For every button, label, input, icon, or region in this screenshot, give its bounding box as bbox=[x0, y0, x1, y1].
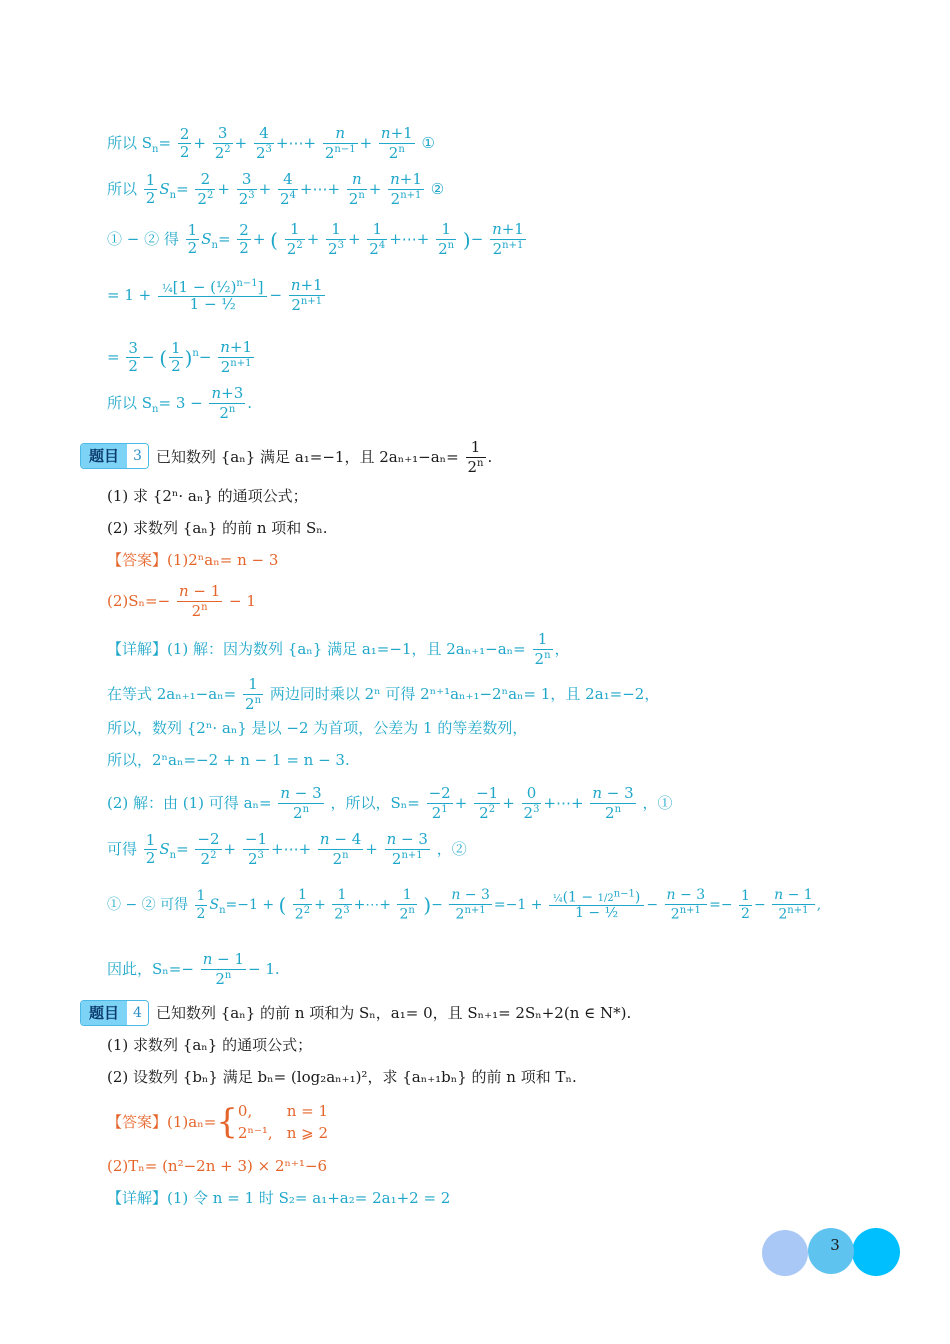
work-line-2: 所以 $\frac{1}{2}$ $S_n=$ $\frac{2}{2^2}$ + $\frac{3}{2^3}$ + $\frac{4}{2^4}$ +⋯+ $\frac{n}{2^n}$ + $\frac{n+1}{2^{n+1}}$ ② bbox=[107, 170, 445, 208]
answer-tag: 【答案】 bbox=[107, 551, 168, 569]
lead-text: ① − ② 得 bbox=[107, 229, 179, 248]
question-3-badge bbox=[80, 443, 149, 469]
circled-one: ① bbox=[421, 133, 435, 152]
piecewise-cases bbox=[238, 1100, 328, 1144]
question-3-detail-8: 因此，Sₙ=− $\frac{n - 1}{2^n}$ − 1. bbox=[107, 950, 280, 988]
detail-lead: 可得 bbox=[107, 839, 138, 858]
lead-text: = bbox=[107, 347, 120, 366]
lead-text: 所以 S bbox=[107, 393, 153, 412]
detail-lead: 因此，Sₙ=− bbox=[107, 959, 194, 978]
answer-lead: (1)aₙ= bbox=[167, 1113, 217, 1131]
question-4-stem: 已知数列 {aₙ} 的前 n 项和为 Sₙ，a₁= 0，且 Sₙ₊₁= 2Sₙ+2(n ∈ N*). bbox=[156, 1004, 632, 1022]
question-4-answer-2: (2)Tₙ= (n²−2n + 3) × 2ⁿ⁺¹−6 bbox=[107, 1157, 328, 1175]
detail-tag: 【详解】 bbox=[107, 1189, 168, 1207]
answer-tag: 【答案】 bbox=[107, 1113, 168, 1131]
question-3-part-2: (2) 求数列 {aₙ} 的前 n 项和 Sₙ. bbox=[107, 519, 328, 537]
answer-tail: − 1 bbox=[229, 591, 256, 610]
question-3-answer-2: (2)Sₙ=− $\frac{n - 1}{2^n}$ − 1 bbox=[107, 582, 256, 620]
question-3-detail-7: ① − ② 可得 $\frac{1}{2}$ $S_n=-1$ + ( $\frac{1}{2^2}$ + $\frac{1}{2^3}$ +⋯+ $\frac{1}{2^n}$ )− $\frac{n - 3}{2^{n+1}}$ =−1 + $\frac{\frac{1}{4}(1 - 1/2^{n-1})}{\text{1 − ½}}$ − $\frac{n - 3}{2^{n+1}}$ =− $\frac{1}{2}$ − $\frac{n - 1}{2^{n+1}}$ , bbox=[107, 887, 822, 923]
work-line-5: = $\frac{3}{2}$ − ( $\frac{1}{2}$ )$^n$− $\frac{n+1}{2^{n+1}}$ bbox=[107, 338, 253, 376]
case-1-value: 0, bbox=[237, 1102, 253, 1120]
page-number: 3 bbox=[830, 1236, 840, 1254]
question-4-badge bbox=[80, 1000, 149, 1026]
question-3-answer-1 bbox=[107, 550, 278, 570]
question-3-detail-1: 【详解】(1) 解：因为数列 {aₙ} 满足 a₁=−1，且 2aₙ₊₁−aₙ= $\frac{1}{2^n}$ ， bbox=[107, 630, 570, 668]
question-3-detail-5: (2) 解：由 (1) 可得 aₙ= $\frac{n - 3}{2^n}$ ，所以，Sₙ= $\frac{-2}{2^1}$ + $\frac{-1}{2^2}$ + $\frac{0}{2^3}$ +⋯+ $\frac{n - 3}{2^n}$ ，① bbox=[107, 784, 673, 822]
lead-text: 所以 S bbox=[107, 133, 153, 152]
work-line-4: = 1 + $\frac{\frac{1}{4}[1 - (\frac{1}{2})^{n-1}]}{\text{1 − ½}}$ − $\frac{n+1}{2^{n+1}}$ bbox=[107, 276, 323, 314]
answer-text: (1)2ⁿaₙ= n − 3 bbox=[167, 551, 279, 569]
detail-text: (1) 令 n = 1 时 S₂= a₁+a₂= 2a₁+2 = 2 bbox=[167, 1189, 451, 1207]
circled-two: ② bbox=[430, 179, 445, 198]
answer-lead: (2)Sₙ=− bbox=[107, 591, 171, 610]
work-line-6: 所以 $S_n= 3$ − $\frac{n+3}{2^n}$ . bbox=[107, 384, 253, 422]
case-2-condition: n ⩾ 2 bbox=[286, 1124, 328, 1142]
detail-text: (1) 解：因为数列 {aₙ} 满足 a₁=−1，且 2aₙ₊₁−aₙ= bbox=[167, 639, 526, 658]
detail-text-a: 在等式 2aₙ₊₁−aₙ= bbox=[107, 684, 237, 703]
question-3-detail-2: 在等式 2aₙ₊₁−aₙ= $\frac{1}{2^n}$ 两边同时乘以 2ⁿ 可得 2ⁿ⁺¹aₙ₊₁−2ⁿaₙ= 1，且 2a₁=−2， bbox=[107, 675, 660, 713]
question-3-detail-3: 所以，数列 {2ⁿ· aₙ} 是以 −2 为首项，公差为 1 的等差数列， bbox=[107, 719, 528, 737]
question-3-part-1: (1) 求 {2ⁿ· aₙ} 的通项公式； bbox=[107, 487, 308, 505]
badge-label: 题目 bbox=[81, 444, 127, 468]
question-4-answer-1 bbox=[107, 1100, 328, 1144]
work-line-1: 所以 $S_n=$ $\frac{2}{2}$ + $\frac{3}{2^2}$ + $\frac{4}{2^3}$ +⋯+ $\frac{n}{2^{n-1}}$ + $\frac{n+1}{2^n}$ ① bbox=[107, 124, 435, 162]
decor-circle-left bbox=[762, 1230, 808, 1276]
lead-text: = 1 + bbox=[107, 285, 152, 304]
badge-number: 4 bbox=[127, 1001, 148, 1025]
circled-two: ，② bbox=[436, 839, 467, 858]
case-1-condition: n = 1 bbox=[286, 1102, 328, 1120]
question-4-part-1: (1) 求数列 {aₙ} 的通项公式； bbox=[107, 1036, 313, 1054]
stem-text: 已知数列 {aₙ} 满足 a₁=−1，且 2aₙ₊₁−aₙ= bbox=[156, 447, 459, 466]
badge-label: 题目 bbox=[81, 1001, 127, 1025]
question-4-detail-1 bbox=[107, 1188, 450, 1208]
decor-circle-right bbox=[852, 1228, 900, 1276]
question-3-detail-4: 所以，2ⁿaₙ=−2 + n − 1 = n − 3. bbox=[107, 751, 350, 769]
case-2-value: 2ⁿ⁻¹, bbox=[237, 1124, 273, 1142]
detail-lead: (2) 解：由 (1) 可得 aₙ= bbox=[107, 793, 272, 812]
question-3-detail-6: 可得 $\frac{1}{2}$ $S_n=$ $\frac{-2}{2^2}$ + $\frac{-1}{2^3}$ +⋯+ $\frac{n - 4}{2^n}$ + $\frac{n - 3}{2^{n+1}}$ ，② bbox=[107, 830, 467, 868]
question-3-stem: 已知数列 {aₙ} 满足 a₁=−1，且 2aₙ₊₁−aₙ= $\frac{1}{2^n}$ . bbox=[156, 438, 493, 476]
badge-number: 3 bbox=[127, 444, 148, 468]
lead-text: 所以 bbox=[107, 179, 138, 198]
detail-lead: ① − ② 可得 bbox=[107, 897, 189, 914]
detail-text-b: 两边同时乘以 2ⁿ 可得 2ⁿ⁺¹aₙ₊₁−2ⁿaₙ= 1，且 2a₁=−2， bbox=[269, 684, 660, 703]
left-brace: { bbox=[216, 1102, 238, 1142]
work-line-3: ① − ② 得 $\frac{1}{2}$ $S_n=$ $\frac{2}{2}$ + ( $\frac{1}{2^2}$ + $\frac{1}{2^3}$ + $\frac{1}{2^4}$ +⋯+ $\frac{1}{2^n}$ )− $\frac{n+1}{2^{n+1}}$ bbox=[107, 220, 524, 258]
circled-one: ，① bbox=[642, 793, 673, 812]
detail-mid: ，所以，Sₙ= bbox=[330, 793, 420, 812]
detail-tag: 【详解】 bbox=[107, 639, 168, 658]
question-4-part-2: (2) 设数列 {bₙ} 满足 bₙ= (log₂aₙ₊₁)²，求 {aₙ₊₁bₙ} 的前 n 项和 Tₙ. bbox=[107, 1068, 577, 1086]
